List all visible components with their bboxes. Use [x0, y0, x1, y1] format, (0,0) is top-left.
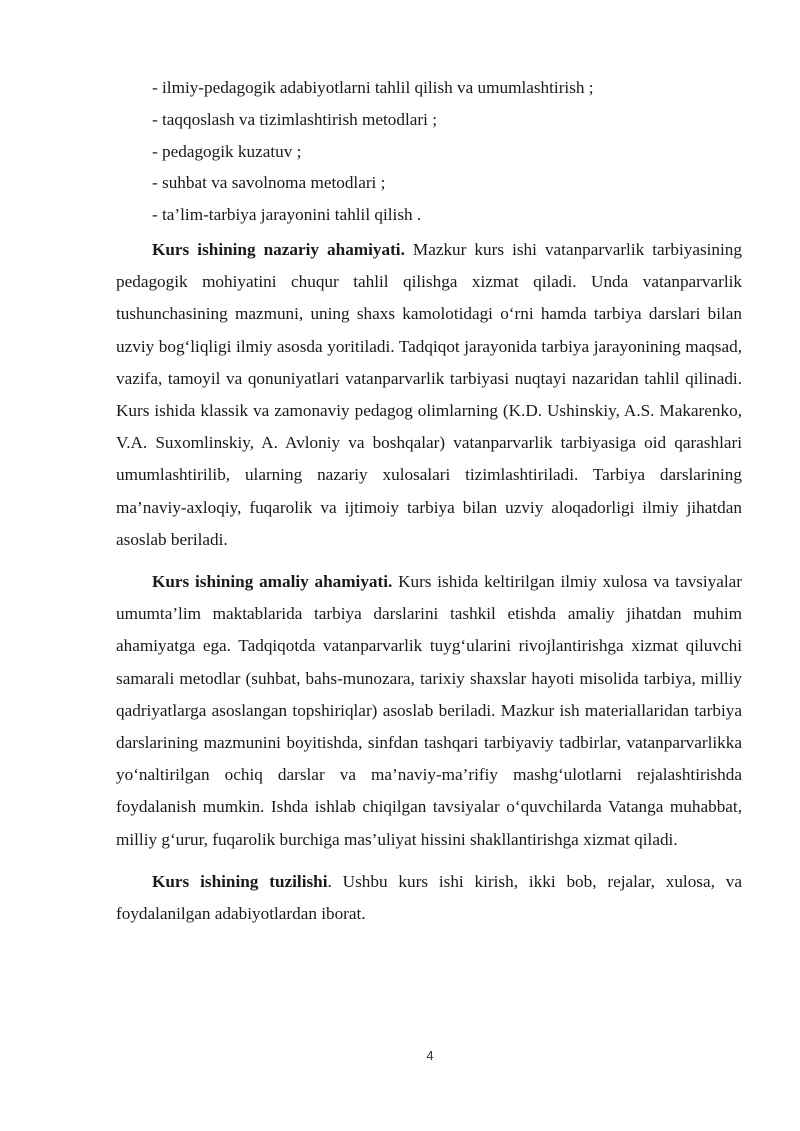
- theoretical-significance-paragraph: [116, 234, 742, 556]
- page-number: 4: [426, 1048, 434, 1063]
- list-item: - ta’lim-tarbiya jarayonini tahlil qilish .: [152, 205, 422, 225]
- structure-heading: Kurs ishining tuzilishi: [152, 871, 328, 891]
- list-item: - suhbat va savolnoma metodlari ;: [152, 173, 386, 193]
- practical-significance-heading: Kurs ishining amaliy ahamiyati.: [152, 572, 393, 592]
- methods-list: [116, 72, 742, 231]
- theoretical-significance-heading: Kurs ishining nazariy ahamiyati.: [152, 239, 405, 259]
- practical-significance-text: Kurs ishida keltirilgan ilmiy xulosa va tavsiyalar umumta’lim maktablarida tarbiya darslarini tashkil etishda amaliy jihatdan muhim ahamiyatga ega. Tadqiqotda vatanparvarlik tuyg‘ularini rivojlantirishga xizmat qiluvchi samarali metodlar (suhbat, bahs-munozara, tarixiy shaxslar hayoti misolida tarbiya, milliy qadriyatlarga asoslangan topshiriqlar) asoslab beriladi. Mazkur ish materiallaridan tarbiya darslarining mazmunini boyitishda, sinfdan tashqari tarbiyaviy tadbirlar, vatanparvarlikka yo‘naltirilgan ochiq darslar va ma’naviy-ma’rifiy mashg‘ulotlarni rejalashtirishda foydalanish mumkin. Ishda ishlab chiqilgan tavsiyalar o‘quvchilarda Vatanga muhabbat, milliy g‘urur, fuqarolik burchiga mas’uliyat hissini shakllantirishga xizmat qiladi.: [116, 572, 742, 849]
- structure-paragraph: [116, 866, 742, 930]
- practical-significance-paragraph: [116, 566, 742, 856]
- list-item: - ilmiy-pedagogik adabiyotlarni tahlil qilish va umumlashtirish ;: [152, 78, 594, 97]
- list-item: - pedagogik kuzatuv ;: [152, 141, 302, 161]
- theoretical-significance-text: Mazkur kurs ishi vatanparvarlik tarbiyasining pedagogik mohiyatini chuqur tahlil qilishga xizmat qiladi. Unda vatanparvarlik tushunchasining mazmuni, uning shaxs kamolotidagi o‘rni hamda tarbiya darslari bilan uzviy bog‘liqligi ilmiy asosda yoritiladi. Tadqiqot jarayonida tarbiya jarayonining maqsad, vazifa, tamoyil va qonuniyatlari vatanparvarlik tarbiyasi nuqtayi nazaridan tahlil qilinadi. Kurs ishida klassik va zamonaviy pedagog olimlarning (K.D. Ushinskiy, A.S. Makarenko, V.A. Suxomlinskiy, A. Avloniy va boshqalar) vatanparvarlik tarbiyasiga oid qarashlari umumlashtirilib, ularning nazariy xulosalari tizimlashtiriladi. Tarbiya darslarining ma’naviy-axloqiy, fuqarolik va ijtimoiy tarbiya bilan uzviy aloqadorligi ilmiy jihatdan asoslab beriladi.: [116, 239, 742, 549]
- structure-text: . Ushbu kurs ishi kirish, ikki bob, rejalar, xulosa, va foydalanilgan adabiyotlardan iborat.: [116, 871, 742, 924]
- list-item: - taqqoslash va tizimlashtirish metodlari ;: [152, 109, 437, 129]
- document-page: [116, 72, 742, 930]
